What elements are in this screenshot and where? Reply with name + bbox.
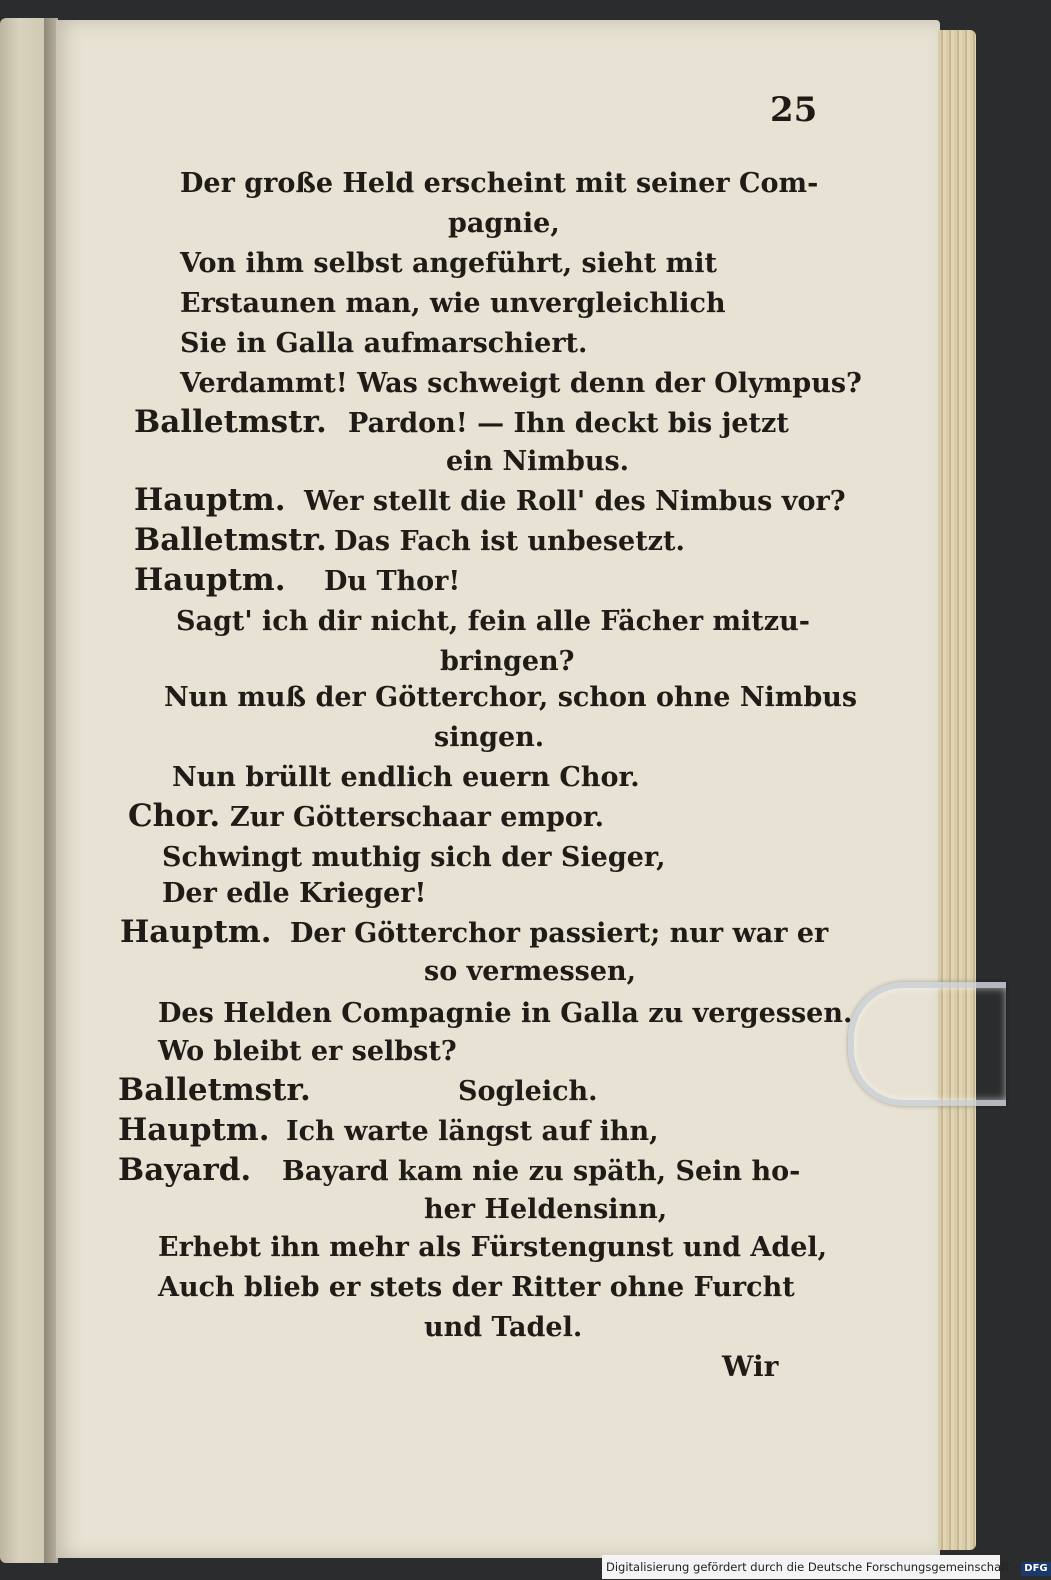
- text-line: Des Helden Compagnie in Galla zu vergessen.: [158, 998, 853, 1029]
- text-line: Erhebt ihn mehr als Fürstengunst und Adel,: [158, 1232, 828, 1263]
- text-line: Wo bleibt er selbst?: [158, 1036, 457, 1067]
- text-line: Von ihm selbst angeführt, sieht mit: [180, 248, 717, 279]
- text-line: Hauptm. Ich warte längst auf ihn,: [118, 1112, 659, 1148]
- text-line: bringen?: [440, 646, 575, 677]
- text-line: her Heldensinn,: [424, 1194, 668, 1225]
- speaker-name: Hauptm.: [134, 482, 286, 518]
- text-line: so vermessen,: [424, 956, 637, 987]
- text-line: Nun brüllt endlich euern Chor.: [172, 762, 640, 793]
- text-line: Balletmstr. Sogleich.: [118, 1072, 598, 1108]
- catchword: Wir: [722, 1350, 779, 1383]
- speaker-name: Bayard.: [118, 1152, 252, 1188]
- text-line: Bayard. Bayard kam nie zu späth, Sein ho-: [118, 1152, 801, 1188]
- text-line: Hauptm. Der Götterchor passiert; nur war er: [120, 914, 829, 950]
- text-line: Der große Held erscheint mit seiner Com-: [180, 168, 819, 199]
- speaker-name: Balletmstr.: [134, 404, 327, 440]
- left-page-edge: [0, 18, 48, 1563]
- text-line: Sie in Galla aufmarschiert.: [180, 328, 588, 359]
- text-line: Der edle Krieger!: [162, 878, 427, 909]
- text-line: pagnie,: [448, 208, 560, 239]
- speaker-name: Hauptm.: [134, 562, 286, 598]
- text-line: Auch blieb er stets der Ritter ohne Furcht: [158, 1272, 795, 1303]
- text-line: Verdammt! Was schweigt denn der Olympus?: [180, 368, 862, 399]
- footer-credit: [602, 1555, 1048, 1579]
- text-line: Hauptm. Du Thor!: [134, 562, 461, 598]
- speaker-name: Balletmstr.: [134, 522, 327, 558]
- paper-clip: [848, 982, 1006, 1106]
- page-number: 25: [770, 90, 818, 130]
- text-line: Nun muß der Götterchor, schon ohne Nimbus: [164, 682, 858, 713]
- footer-text: Digitalisierung gefördert durch die Deutsche Forschungsgemeinschaft -: [606, 1560, 1018, 1574]
- text-line: Schwingt muthig sich der Sieger,: [162, 842, 666, 873]
- text-line: Balletmstr. Pardon! — Ihn deckt bis jetzt: [134, 404, 789, 440]
- speaker-name: Balletmstr.: [118, 1072, 311, 1108]
- speaker-name: Chor.: [128, 798, 221, 834]
- speaker-name: Hauptm.: [118, 1112, 270, 1148]
- text-line: Balletmstr. Das Fach ist unbesetzt.: [134, 522, 685, 558]
- dfg-logo: DFG: [1021, 1562, 1050, 1576]
- text-line: und Tadel.: [424, 1312, 583, 1343]
- text-line: singen.: [434, 722, 545, 753]
- speaker-name: Hauptm.: [120, 914, 272, 950]
- text-line: Hauptm. Wer stellt die Roll' des Nimbus vor?: [134, 482, 846, 518]
- page-edges: [938, 30, 976, 1550]
- text-line: Sagt' ich dir nicht, fein alle Fächer mitzu-: [176, 606, 810, 637]
- text-line: Chor. Zur Götterschaar empor.: [128, 798, 605, 834]
- text-line: Erstaunen man, wie unvergleichlich: [180, 288, 726, 319]
- text-line: ein Nimbus.: [446, 446, 630, 477]
